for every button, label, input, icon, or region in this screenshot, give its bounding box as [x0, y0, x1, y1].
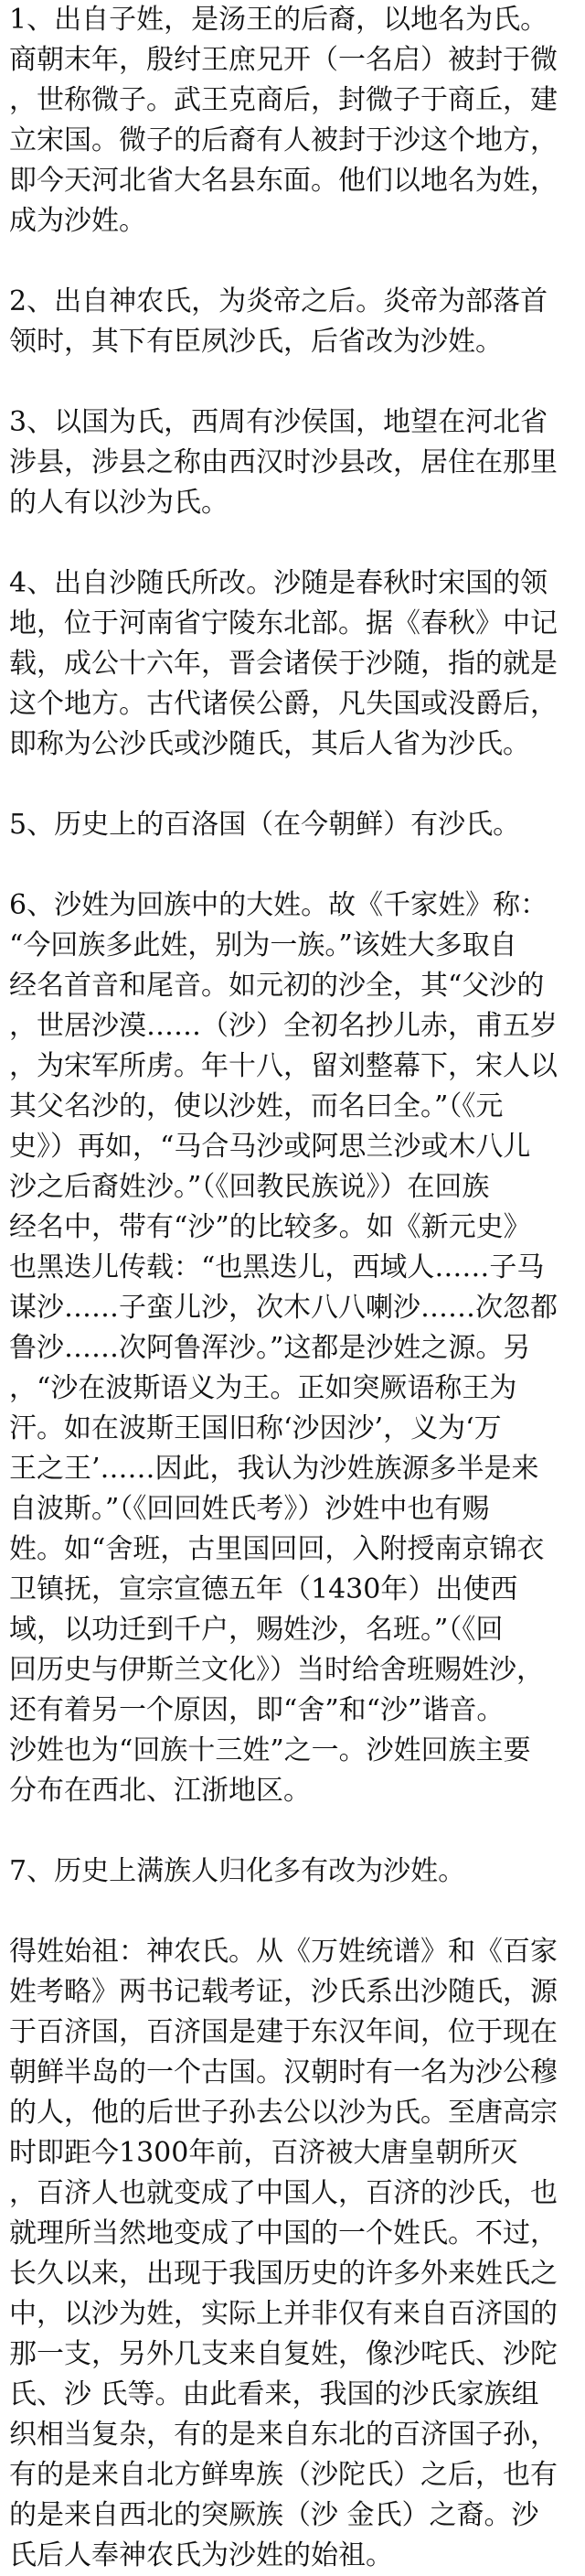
- text-line: 即称为公沙氏或沙随氏，其后人省为沙氏。: [9, 728, 530, 760]
- text-line: 时即距今1300年前，百济被大唐皇朝所灭: [9, 2137, 518, 2169]
- text-line: ，世称微子。武王克商后，封微子于商丘，建: [9, 84, 558, 116]
- text-line: 回历史与伊斯兰文化》）当时给舍班赐姓沙，: [9, 1654, 544, 1686]
- text-line: 王之王’……因此，我认为沙姓族源多半是来: [9, 1453, 539, 1485]
- text-line: 那一支，另外几支来自复姓，像沙咤氏、沙陀: [9, 2338, 558, 2370]
- text-line: 织相当复杂，有的是来自东北的百济国子孙，: [9, 2419, 558, 2451]
- text-line: ，百济人也就变成了中国人，百济的沙氏，也: [9, 2177, 558, 2209]
- text-line: 中，以沙为姓，实际上并非仅有来自百济国的: [9, 2298, 558, 2330]
- text-line: 有的是来自北方鲜卑族（沙陀氏）之后，也有: [9, 2459, 558, 2491]
- text-line: 地，位于河南省宁陵东北部。据《春秋》中记: [9, 607, 558, 639]
- text-line: 就理所当然地变成了中国的一个姓氏。不过，: [9, 2217, 558, 2249]
- text-line: 成为沙姓。: [9, 205, 146, 237]
- paragraph-spacer: [9, 1811, 576, 1852]
- text-line: 也黑迭儿传载：“也黑迭儿，西域人……子马: [9, 1251, 545, 1283]
- text-line: 领时，其下有臣夙沙氏，后省改为沙姓。: [9, 326, 503, 358]
- text-line: 载，成公十六年，晋会诸侯于沙随，指的就是: [9, 648, 558, 680]
- paragraph-spacer: [9, 1892, 576, 1932]
- text-line: 这个地方。古代诸侯公爵，凡失国或没爵后，: [9, 688, 558, 720]
- text-line: ，世居沙漠……（沙）全初名抄儿赤，甫五岁: [9, 1010, 558, 1042]
- text-line: 经名首音和尾音。如元初的沙全，其“父沙的: [9, 970, 545, 1002]
- text-line: 谋沙……子蛮儿沙，次木八八喇沙……次忽都: [9, 1292, 558, 1324]
- text-line: 卫镇抚，宣宗宣德五年（1430年）出使西: [9, 1573, 518, 1605]
- paragraph: [9, 886, 576, 1811]
- paragraph-spacer: [9, 765, 576, 805]
- paragraph-spacer: [9, 362, 576, 402]
- text-line: 4、出自沙随氏所改。沙随是春秋时宋国的领: [9, 567, 548, 599]
- text-line: 5、历史上的百洛国（在今朝鲜）有沙氏。: [9, 809, 521, 841]
- text-line: 自波斯。”（《回回姓氏考》）沙姓中也有赐: [9, 1493, 490, 1525]
- paragraph: [9, 402, 576, 523]
- text-line: 域，以功迁到千户，赐姓沙，名班。”（《回: [9, 1614, 504, 1646]
- paragraph-spacer: [9, 845, 576, 886]
- text-line: 氏后人奉神农氏为沙姓的始祖。: [9, 2539, 393, 2571]
- text-line: 7、历史上满族人归化多有改为沙姓。: [9, 1855, 466, 1887]
- paragraph: [9, 0, 576, 242]
- text-line: 经名中，带有“沙”的比较多。如《新元史》: [9, 1211, 531, 1243]
- text-line: 朝鲜半岛的一个古国。汉朝时有一名为沙公穆: [9, 2056, 558, 2088]
- text-line: 的人有以沙为氏。: [9, 487, 229, 519]
- text-line: 史》）再如，“马合马沙或阿思兰沙或木八儿: [9, 1131, 531, 1163]
- text-line: 沙之后裔姓沙。”（《回教民族说》）在回族: [9, 1171, 490, 1203]
- paragraph: [9, 805, 576, 845]
- text-line: 6、沙姓为回族中的大姓。故《千家姓》称：: [9, 889, 548, 921]
- text-line: 氏、沙 氏等。由此看来，我国的沙氏家族组: [9, 2378, 539, 2410]
- text-line: 的是来自西北的突厥族（沙 金氏）之裔。沙: [9, 2499, 539, 2531]
- text-line: 立宋国。微子的后裔有人被封于沙这个地方，: [9, 124, 558, 156]
- text-line: 3、以国为氏，西周有沙侯国，地望在河北省: [9, 406, 548, 438]
- text-line: 其父名沙的，使以沙姓，而名曰全。”（《元: [9, 1090, 504, 1122]
- paragraph-spacer: [9, 242, 576, 282]
- text-line: “今回族多此姓，别为一族。”该姓大多取自: [9, 929, 517, 961]
- text-line: 于百济国，百济国是建于东汉年间，位于现在: [9, 2016, 558, 2048]
- text-line: 涉县，涉县之称由西汉时沙县改，居住在那里: [9, 446, 558, 478]
- text-line: 1、出自子姓，是汤王的后裔，以地名为氏。: [9, 4, 548, 36]
- text-line: 2、出自神农氏，为炎帝之后。炎帝为部落首: [9, 285, 548, 317]
- text-line: 沙姓也为“回族十三姓”之一。沙姓回族主要: [9, 1734, 531, 1766]
- paragraph: [9, 564, 576, 765]
- text-line: 即今天河北省大名县东面。他们以地名为姓，: [9, 165, 558, 197]
- paragraph: [9, 1932, 576, 2576]
- paragraph: [9, 282, 576, 362]
- paragraph: [9, 1852, 576, 1892]
- text-line: ，为宋军所虏。年十八，留刘整幕下，宋人以: [9, 1050, 558, 1082]
- text-line: 分布在西北、江浙地区。: [9, 1775, 311, 1807]
- text-line: 汗。如在波斯王国旧称‘沙因沙’，义为‘万: [9, 1412, 502, 1444]
- text-line: 姓。如“舍班，古里国回回，入附授南京锦衣: [9, 1533, 545, 1565]
- text-line: 姓考略》两书记载考证，沙氏系出沙随氏，源: [9, 1976, 558, 2008]
- text-line: 得姓始祖：神农氏。从《万姓统谱》和《百家: [9, 1936, 558, 1968]
- text-line: 长久以来，出现于我国历史的许多外来姓氏之: [9, 2258, 558, 2290]
- text-line: 商朝末年，殷纣王庶兄开（一名启）被封于微: [9, 44, 558, 76]
- text-line: 还有着另一个原因，即“舍”和“沙”谐音。: [9, 1694, 505, 1726]
- paragraph-spacer: [9, 523, 576, 564]
- text-line: ，“沙在波斯语义为王。正如突厥语称王为: [9, 1372, 517, 1404]
- text-line: 的人，他的后世子孙去公以沙为氏。至唐高宗: [9, 2097, 558, 2129]
- text-line: 鲁沙……次阿鲁浑沙。”这都是沙姓之源。另: [9, 1332, 531, 1364]
